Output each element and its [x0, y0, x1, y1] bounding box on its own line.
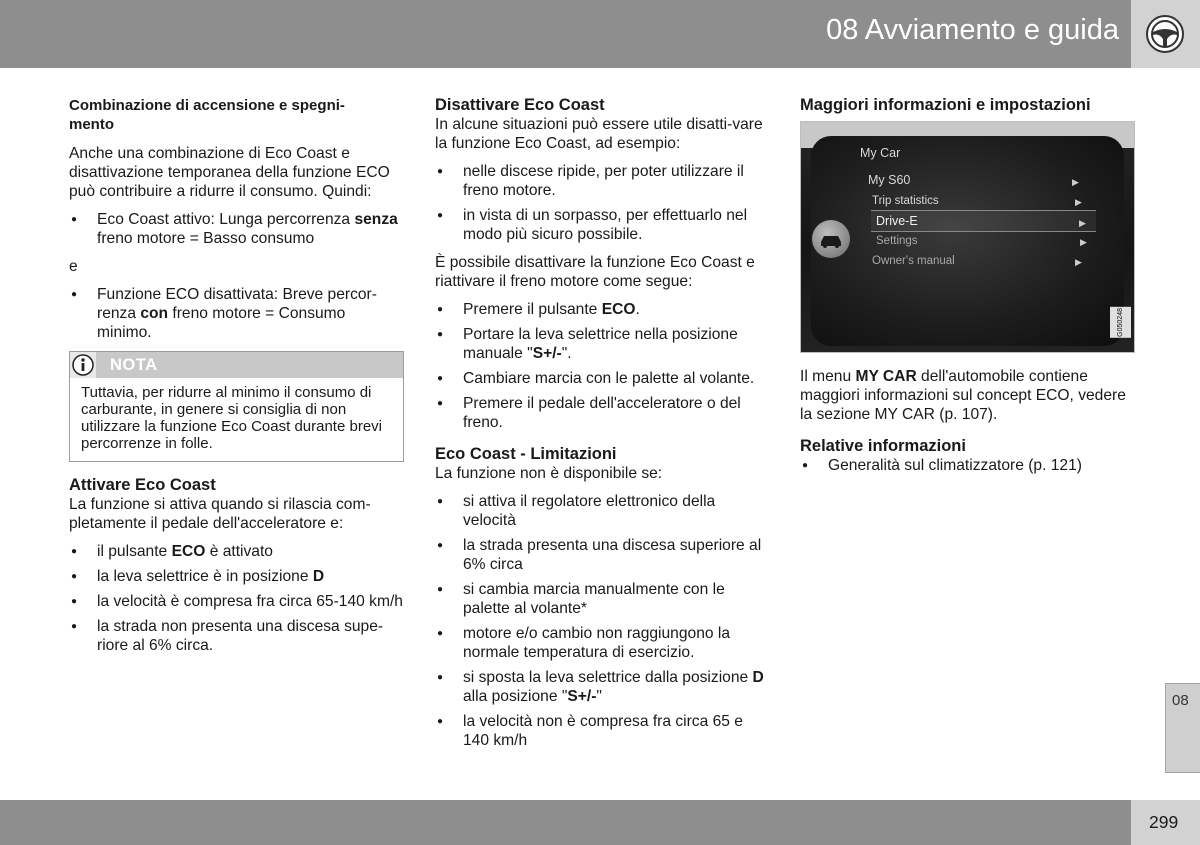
chapter-side-tab: [1165, 683, 1200, 773]
arrow-right-icon: ▶: [1072, 177, 1079, 187]
list-item: ● Generalità sul climatizzatore (p. 121): [800, 456, 1134, 475]
chapter-title: 08 Avviamento e guida: [826, 14, 1119, 46]
heading-maggiori: Maggiori informazioni e impostazioni: [800, 96, 1091, 114]
list-combinazione-2: [69, 285, 404, 342]
list-item: ● in vista di un sorpasso, per effettuarlo nel modo più sicuro possibile.: [435, 206, 765, 244]
list-item: ● Premere il pulsante ECO.: [435, 300, 765, 319]
list-item: ● nelle discese ripide, per poter utilizzare il freno motore.: [435, 162, 765, 200]
list-attivare: [69, 542, 404, 655]
page-footer: [0, 800, 1131, 845]
arrow-right-icon: ▶: [1080, 237, 1087, 247]
image-code: G050248: [1110, 307, 1131, 338]
list-steps: [435, 300, 765, 432]
text-e: e: [69, 258, 78, 275]
list-item: ● Portare la leva selettrice nella posizione manuale "S+/-".: [435, 325, 765, 363]
heading-disattivare: Disattivare Eco Coast: [435, 96, 605, 114]
screen-item: My S60: [868, 173, 911, 187]
list-limitazioni: [435, 492, 765, 750]
nota-text: Tuttavia, per ridurre al minimo il consumo di carburante, in genere si consiglia di non utilizzare la funzione Eco Coast durante brevi percorrenze in folle.: [81, 384, 382, 452]
list-item: ● si cambia marcia manualmente con le palette al volante*: [435, 580, 765, 618]
chapter-number: 08: [1172, 692, 1189, 709]
arrow-right-icon: ▶: [1075, 197, 1082, 207]
nota-box: [69, 351, 404, 462]
list-item: ● Funzione ECO disattivata: Breve percor-renza con freno motore = Consumo minimo.: [69, 285, 404, 342]
list-disattivare: [435, 162, 765, 244]
list-item: ● la leva selettrice è in posizione D: [69, 567, 404, 586]
screen-item-selected: Drive-E: [876, 214, 918, 228]
column-right: [800, 96, 1134, 484]
heading-limitazioni: Eco Coast - Limitazioni: [435, 445, 617, 463]
column-middle: [435, 96, 765, 759]
screen-item: Owner's manual: [872, 255, 955, 267]
nota-header: [70, 352, 403, 378]
page-number-box: [1131, 800, 1200, 845]
paragraph-combinazione: Anche una combinazione di Eco Coast e disattivazione temporanea della funzione ECO può contribuire a ridurre il consumo. Quindi:: [69, 145, 390, 200]
list-item: ● la velocità è compresa fra circa 65-140 km/h: [69, 592, 404, 611]
heading-attivare: Attivare Eco Coast: [69, 476, 216, 494]
page-number: 299: [1149, 812, 1179, 832]
page-header: [0, 0, 1131, 68]
list-relative: [800, 456, 1134, 475]
list-item: ● Eco Coast attivo: Lunga percorrenza senza freno motore = Basso consumo: [69, 210, 404, 248]
info-icon: [70, 352, 96, 378]
arrow-right-icon: ▶: [1079, 218, 1086, 228]
list-item: ● si attiva il regolatore elettronico della velocità: [435, 492, 765, 530]
screen-title: My Car: [860, 146, 901, 160]
arrow-right-icon: ▶: [1075, 257, 1082, 267]
list-item: ● la velocità non è compresa fra circa 65 e 140 km/h: [435, 712, 765, 750]
list-item: ● la strada presenta una discesa superiore al 6% circa: [435, 536, 765, 574]
steering-wheel-icon: [1145, 14, 1185, 54]
screen-item: Trip statistics: [872, 195, 939, 207]
list-item: ● Premere il pedale dell'acceleratore o del freno.: [435, 394, 765, 432]
list-item: ● motore e/o cambio non raggiungono la normale temperatura di esercizio.: [435, 624, 765, 662]
nota-title: NOTA: [110, 356, 158, 374]
heading-relative: Relative informazioni: [800, 437, 966, 455]
list-item: ● si sposta la leva selettrice dalla posizione D alla posizione "S+/-": [435, 668, 765, 706]
mycar-screen-image: [800, 121, 1135, 353]
list-item: ● la strada non presenta una discesa supe-riore al 6% circa.: [69, 617, 404, 655]
car-icon: [812, 220, 850, 258]
screen-display: [811, 136, 1124, 346]
column-left: [69, 96, 404, 664]
heading-combinazione: Combinazione di accensione e spegni- mento: [69, 97, 345, 133]
list-item: ● il pulsante ECO è attivato: [69, 542, 404, 561]
list-item: ● Cambiare marcia con le palette al volante.: [435, 369, 765, 388]
screen-item: Settings: [876, 235, 918, 247]
list-combinazione: [69, 210, 404, 248]
paragraph-disattivare: In alcune situazioni può essere utile disatti-vare la funzione Eco Coast, ad esempio:: [435, 116, 763, 152]
paragraph-possibile: È possibile disattivare la funzione Eco Coast e riattivare il freno motore come segue:: [435, 254, 755, 290]
paragraph-limitazioni: La funzione non è disponibile se:: [435, 465, 663, 482]
header-icon-box: [1131, 0, 1200, 68]
paragraph-attivare: La funzione si attiva quando si rilascia com-pletamente il pedale dell'acceleratore e:: [69, 496, 371, 532]
paragraph-menu: Il menu MY CAR dell'automobile contiene maggiori informazioni sul concept ECO, vedere la sezione MY CAR (p. 107).: [800, 368, 1126, 423]
